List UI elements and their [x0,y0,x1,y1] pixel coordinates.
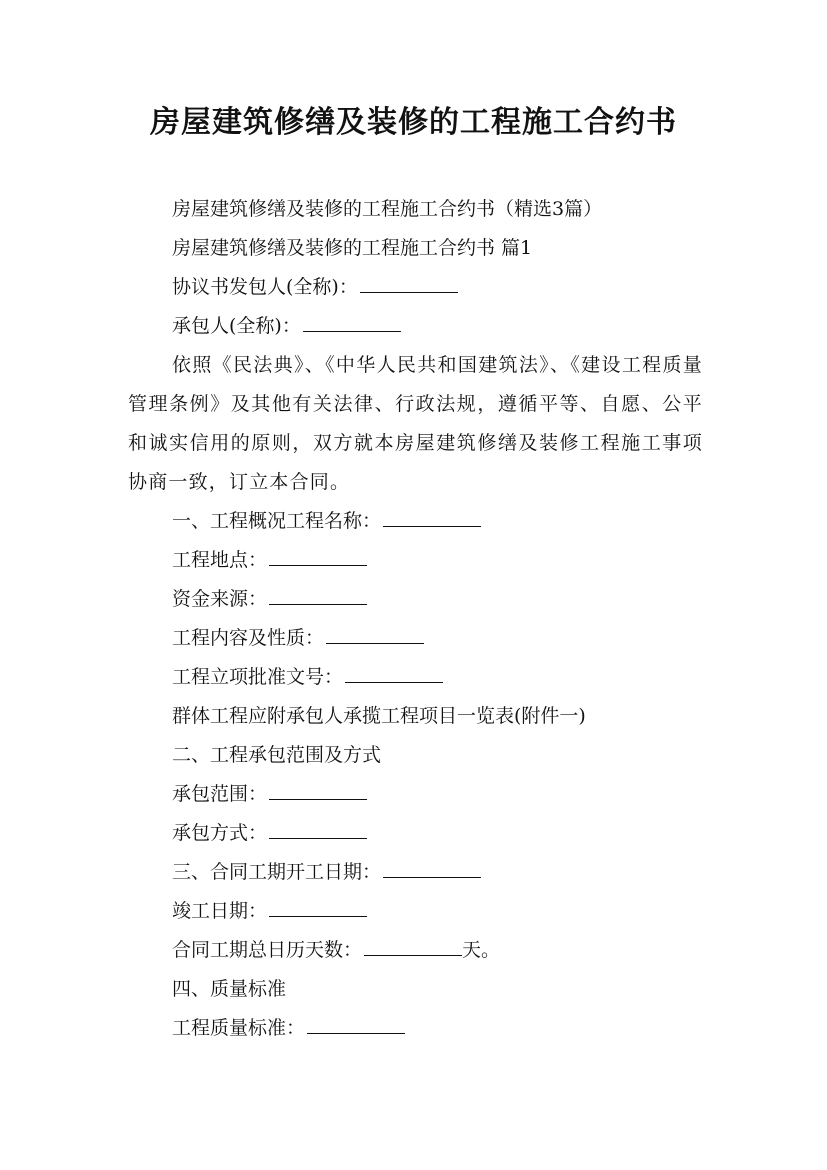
paragraph-text: 承包人(全称)： [172,315,301,337]
paragraph [128,892,703,931]
document-body [128,190,703,1048]
fill-in-blank [269,783,367,800]
fill-in-blank [269,900,367,917]
paragraph [128,775,703,814]
document-title: 房屋建筑修缮及装修的工程施工合约书 [150,105,677,140]
paragraph [128,346,703,502]
paragraph-text: 四、质量标准 [172,978,287,1000]
paragraph [128,190,703,229]
fill-in-blank [345,666,443,683]
paragraph-text: 工程内容及性质： [172,627,325,649]
fill-in-blank [383,861,481,878]
paragraph [128,931,703,970]
paragraph-text: 房屋建筑修缮及装修的工程施工合约书（精选3篇） [172,198,603,220]
fill-in-blank [307,1017,405,1034]
fill-in-blank [383,510,481,527]
fill-in-blank [360,276,458,293]
paragraph-text: 群体工程应附承包人承揽工程项目一览表(附件一) [172,705,586,727]
paragraph [128,229,703,268]
paragraph-text: 二、工程承包范围及方式 [172,744,382,766]
paragraph-text: 一、工程概况工程名称： [172,510,382,532]
fill-in-blank [269,822,367,839]
paragraph [128,736,703,775]
paragraph-text: 承包方式： [172,822,268,844]
paragraph [128,697,703,736]
paragraph [128,541,703,580]
paragraph-suffix: 天。 [462,939,501,961]
paragraph-text: 工程地点： [172,549,268,571]
paragraph-text: 合同工期总日历天数： [172,939,363,961]
paragraph [128,307,703,346]
paragraph [128,580,703,619]
paragraph [128,1009,703,1048]
paragraph-text: 工程立项批准文号： [172,666,344,688]
paragraph-text: 资金来源： [172,588,268,610]
paragraph-text: 三、合同工期开工日期： [172,861,382,883]
paragraph [128,970,703,1009]
paragraph-text: 承包范围： [172,783,268,805]
paragraph-text: 竣工日期： [172,900,268,922]
paragraph [128,619,703,658]
fill-in-blank [269,549,367,566]
paragraph-text: 协议书发包人(全称)： [172,276,358,298]
fill-in-blank [364,939,462,956]
paragraph-text: 依照《民法典》、《中华人民共和国建筑法》、《建设工程质量管理条例》及其他有关法律、行政法规，遵循平等、自愿、公平和诚实信用的原则，双方就本房屋建筑修缮及装修工程施工事项协商一致，订立本合同。 [128,354,703,493]
fill-in-blank [269,588,367,605]
fill-in-blank [303,315,401,332]
paragraph-text: 工程质量标准： [172,1017,306,1039]
paragraph-text: 房屋建筑修缮及装修的工程施工合约书 篇1 [172,237,533,259]
paragraph [128,814,703,853]
paragraph [128,502,703,541]
paragraph [128,268,703,307]
paragraph [128,853,703,892]
paragraph [128,658,703,697]
fill-in-blank [326,627,424,644]
